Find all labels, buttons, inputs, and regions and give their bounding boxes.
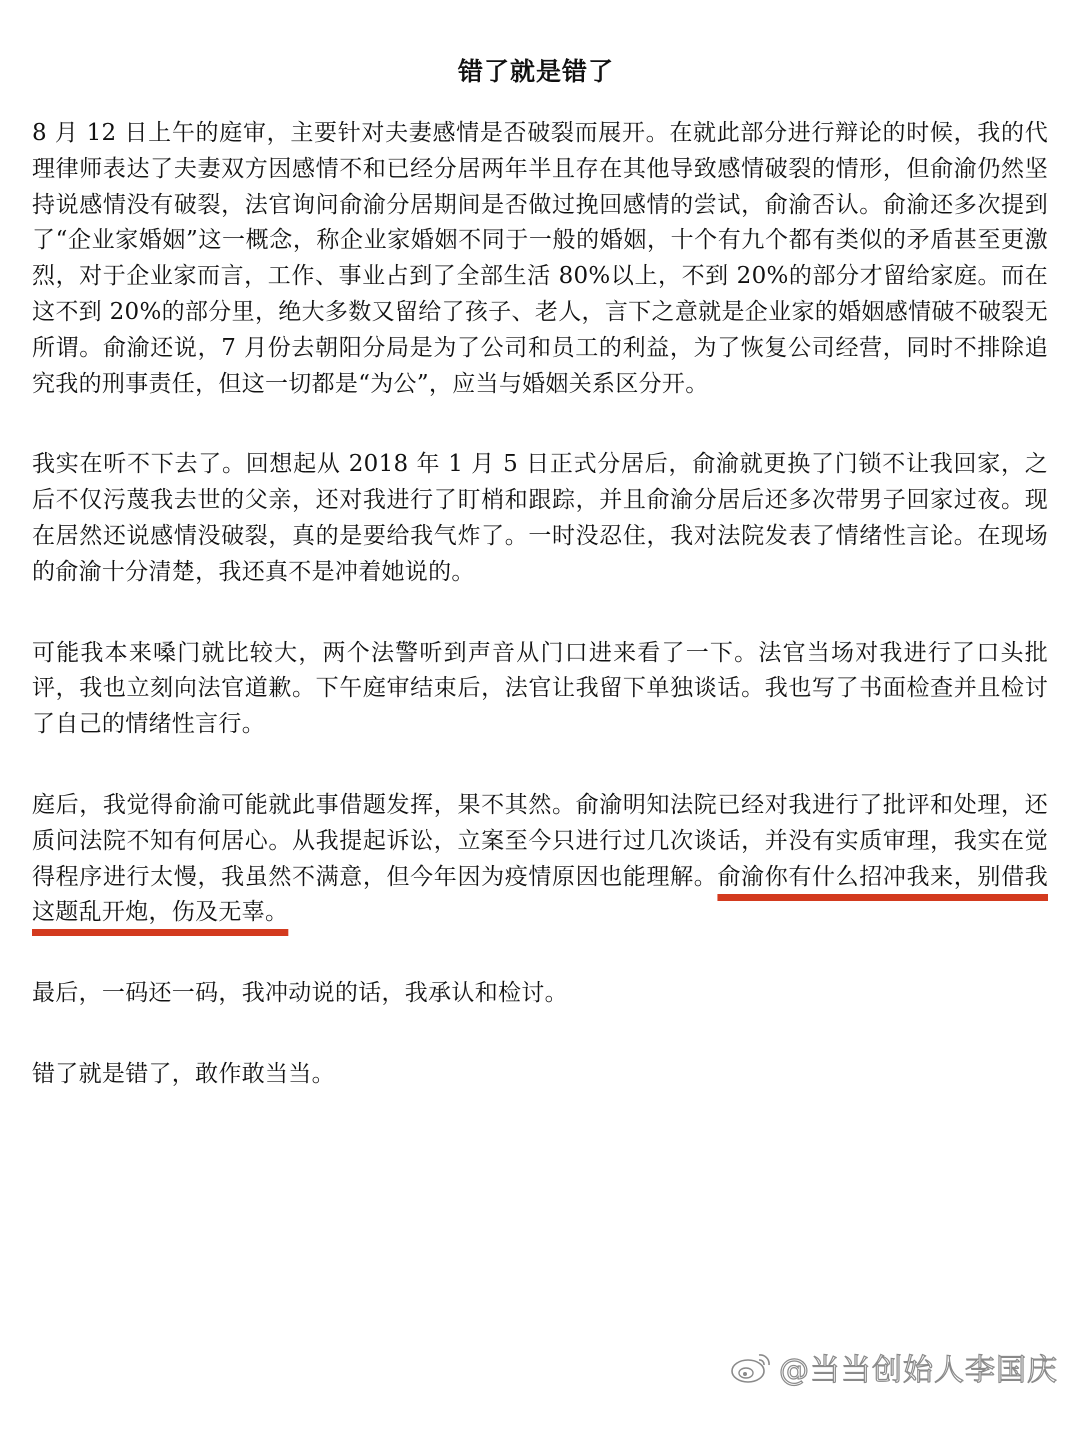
weibo-watermark [729,1345,1058,1389]
document-title: 错了就是错了 [457,57,614,86]
highlighted-sentence: 俞渝你有什么招冲我来，别借我这题乱开炮，伤及无辜。 [32,863,1048,926]
paragraph-text: 我实在听不下去了。回想起从 2018 年 1 月 5 日正式分居后，俞渝就更换了门锁不让我回家，之后不仅污蔑我去世的父亲，还对我进行了盯梢和跟踪，并且俞渝分居后还多次带男子回家过夜。现在居然还说感情没破裂，真的是要给我气炸了。一时没忍住，我对法院发表了情绪性言论。在现场的俞渝十分清楚，我还真不是冲着她说的。 [32,451,1048,585]
paragraph-1 [32,116,1048,402]
paragraph-text: 最后，一码还一码，我冲动说的话，我承认和检讨。 [32,980,568,1007]
paragraph-6 [32,1057,1048,1093]
weibo-icon [729,1349,773,1385]
paragraph-text: 可能我本来嗓门就比较大，两个法警听到声音从门口进来看了一下。法官当场对我进行了口头批评，我也立刻向法官道歉。下午庭审结束后，法官让我留下单独谈话。我也写了书面检查并且检讨了自己的情绪性言行。 [32,639,1048,738]
paragraph-5 [32,976,1048,1012]
paragraph-2 [32,447,1048,590]
paragraph-3 [32,636,1048,743]
paragraph-text: 8 月 12 日上午的庭审，主要针对夫妻感情是否破裂而展开。在就此部分进行辩论的时候，我的代理律师表达了夫妻双方因感情不和已经分居两年半且存在其他导致感情破裂的情形，但俞渝仍然坚持说感情没有破裂，法官询问俞渝分居期间是否做过挽回感情的尝试，俞渝否认。俞渝还多次提到了“企业家婚姻”这一概念，称企业家婚姻不同于一般的婚姻，十个有九个都有类似的矛盾甚至更激烈，对于企业家而言，工作、事业占到了全部生活 80%以上，不到 20%的部分才留给家庭。而在这不到 20%的部分里，绝大多数又留给了孩子、老人，言下之意就是企业家的婚姻感情破不破裂无所谓。俞渝还说，7 月份去朝阳分局是为了公司和员工的利益，为了恢复公司经营，同时不排除追究我的刑事责任，但这一切都是“为公”，应当与婚姻关系区分开。 [32,120,1048,397]
paragraph-text: 错了就是错了，敢作敢当当。 [32,1060,335,1087]
document-body [32,116,1048,1138]
watermark-text: @当当创始人李国庆 [779,1353,1058,1388]
paragraph-4 [32,788,1048,931]
paragraph-text: 庭后，我觉得俞渝可能就此事借题发挥，果不其然。俞渝明知法院已经对我进行了批评和处理，还质问法院不知有何居心。从我提起诉讼，立案至今只进行过几次谈话，并没有实质审理，我实在觉得程序进行太慢，我虽然不满意，但今年因为疫情原因也能理解。 [32,791,1048,890]
